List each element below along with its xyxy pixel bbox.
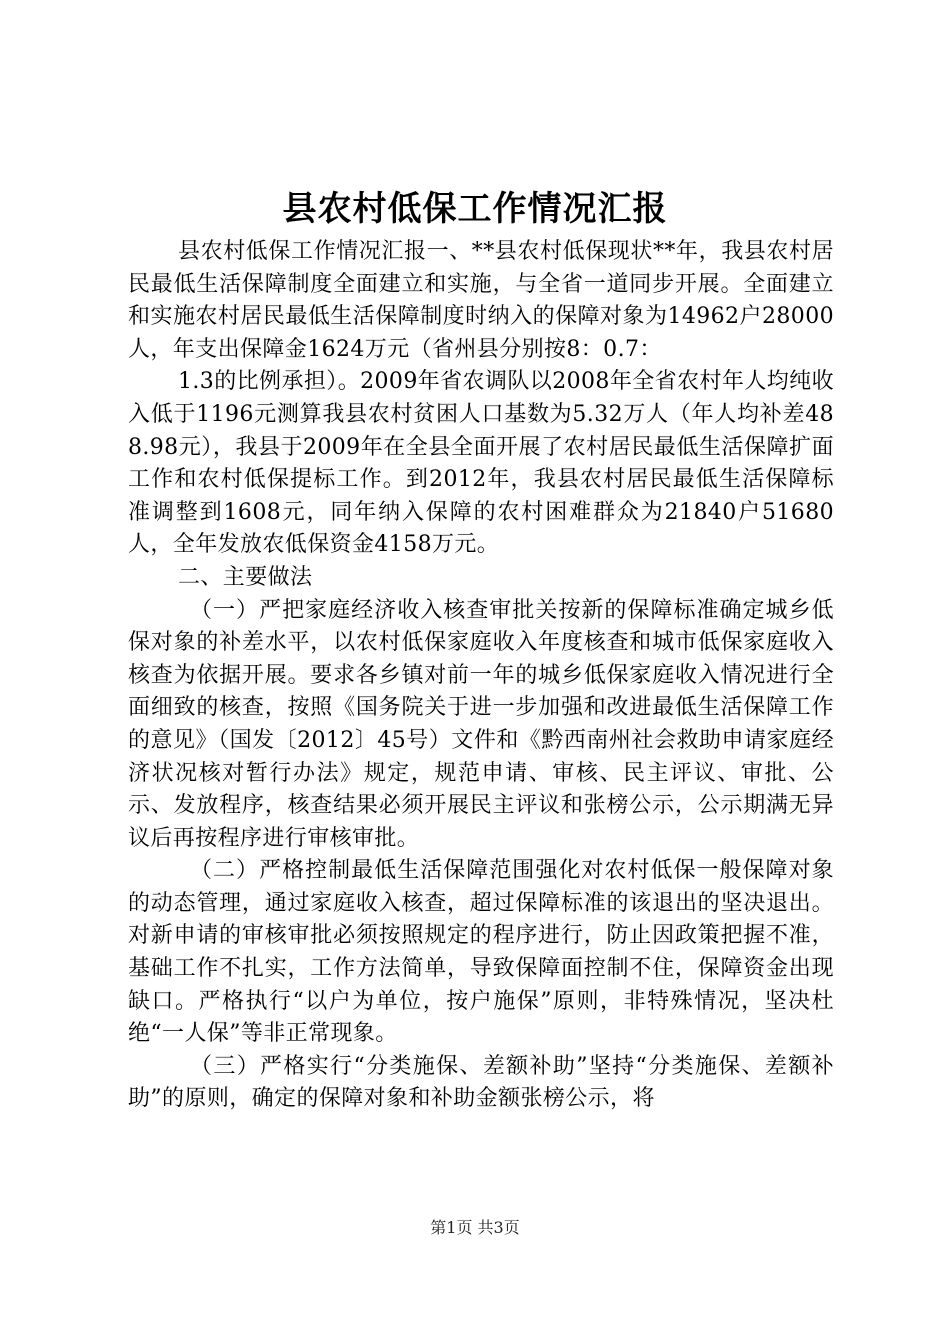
document-body [128,236,834,1116]
paragraph-practice-1: （一）严把家庭经济收入核查审批关按新的保障标准确定城乡低保对象的补差水平，以农村低保家庭收入年度核查和城市低保家庭收入核查为依据开展。要求各乡镇对前一年的城乡低保家庭收入情况进行全面细致的核查，按照《国务院关于进一步加强和改进最低生活保障工作的意见》（国发〔2012〕45号）文件和《黔西南州社会救助申请家庭经济状况核对暂行办法》规定，规范申请、审核、民主评议、审批、公示、发放程序，核查结果必须开展民主评议和张榜公示，公示期满无异议后再按程序进行审核审批。 [128,597,834,851]
paragraph-practice-2: （二）严格控制最低生活保障范围强化对农村低保一般保障对象的动态管理，通过家庭收入核查，超过保障标准的该退出的坚决退出。对新申请的审核审批必须按照规定的程序进行，防止因政策把握不准，基础工作不扎实，工作方法简单，导致保障面控制不住，保障资金出现缺口。严格执行“以户为单位，按户施保”原则，非特殊情况，坚决杜绝“一人保”等非正常现象。 [128,858,834,1047]
paragraph-intro: 县农村低保工作情况汇报一、**县农村低保现状**年，我县农村居民最低生活保障制度全面建立和实施，与全省一道同步开展。全面建立和实施农村居民最低生活保障制度时纳入的保障对象为14962户28000人，年支出保障金1624万元（省州县分别按8：0.7： [128,239,834,362]
document-title: 县农村低保工作情况汇报 [282,189,668,229]
page-number-footer: 第1页 共3页 [430,1218,520,1237]
section-heading-main-practices: 二、主要做法 [178,564,313,590]
paragraph-practice-3: （三）严格实行“分类施保、差额补助”坚持“分类施保、差额补助”的原则，确定的保障对象和补助金额张榜公示，将 [128,1053,834,1112]
paragraph-intro-continued: 1.3的比例承担）。2009年省农调队以2008年全省农村年人均纯收入低于1196元测算我县农村贫困人口基数为5.32万人（年人均补差488.98元），我县于2009年在全县全面开展了农村居民最低生活保障扩面工作和农村低保提标工作。到2012年，我县农村居民最低生活保障标准调整到1608元，同年纳入保障的农村困难群众为21840户51680人，全年发放农低保资金4158万元。 [128,369,834,558]
